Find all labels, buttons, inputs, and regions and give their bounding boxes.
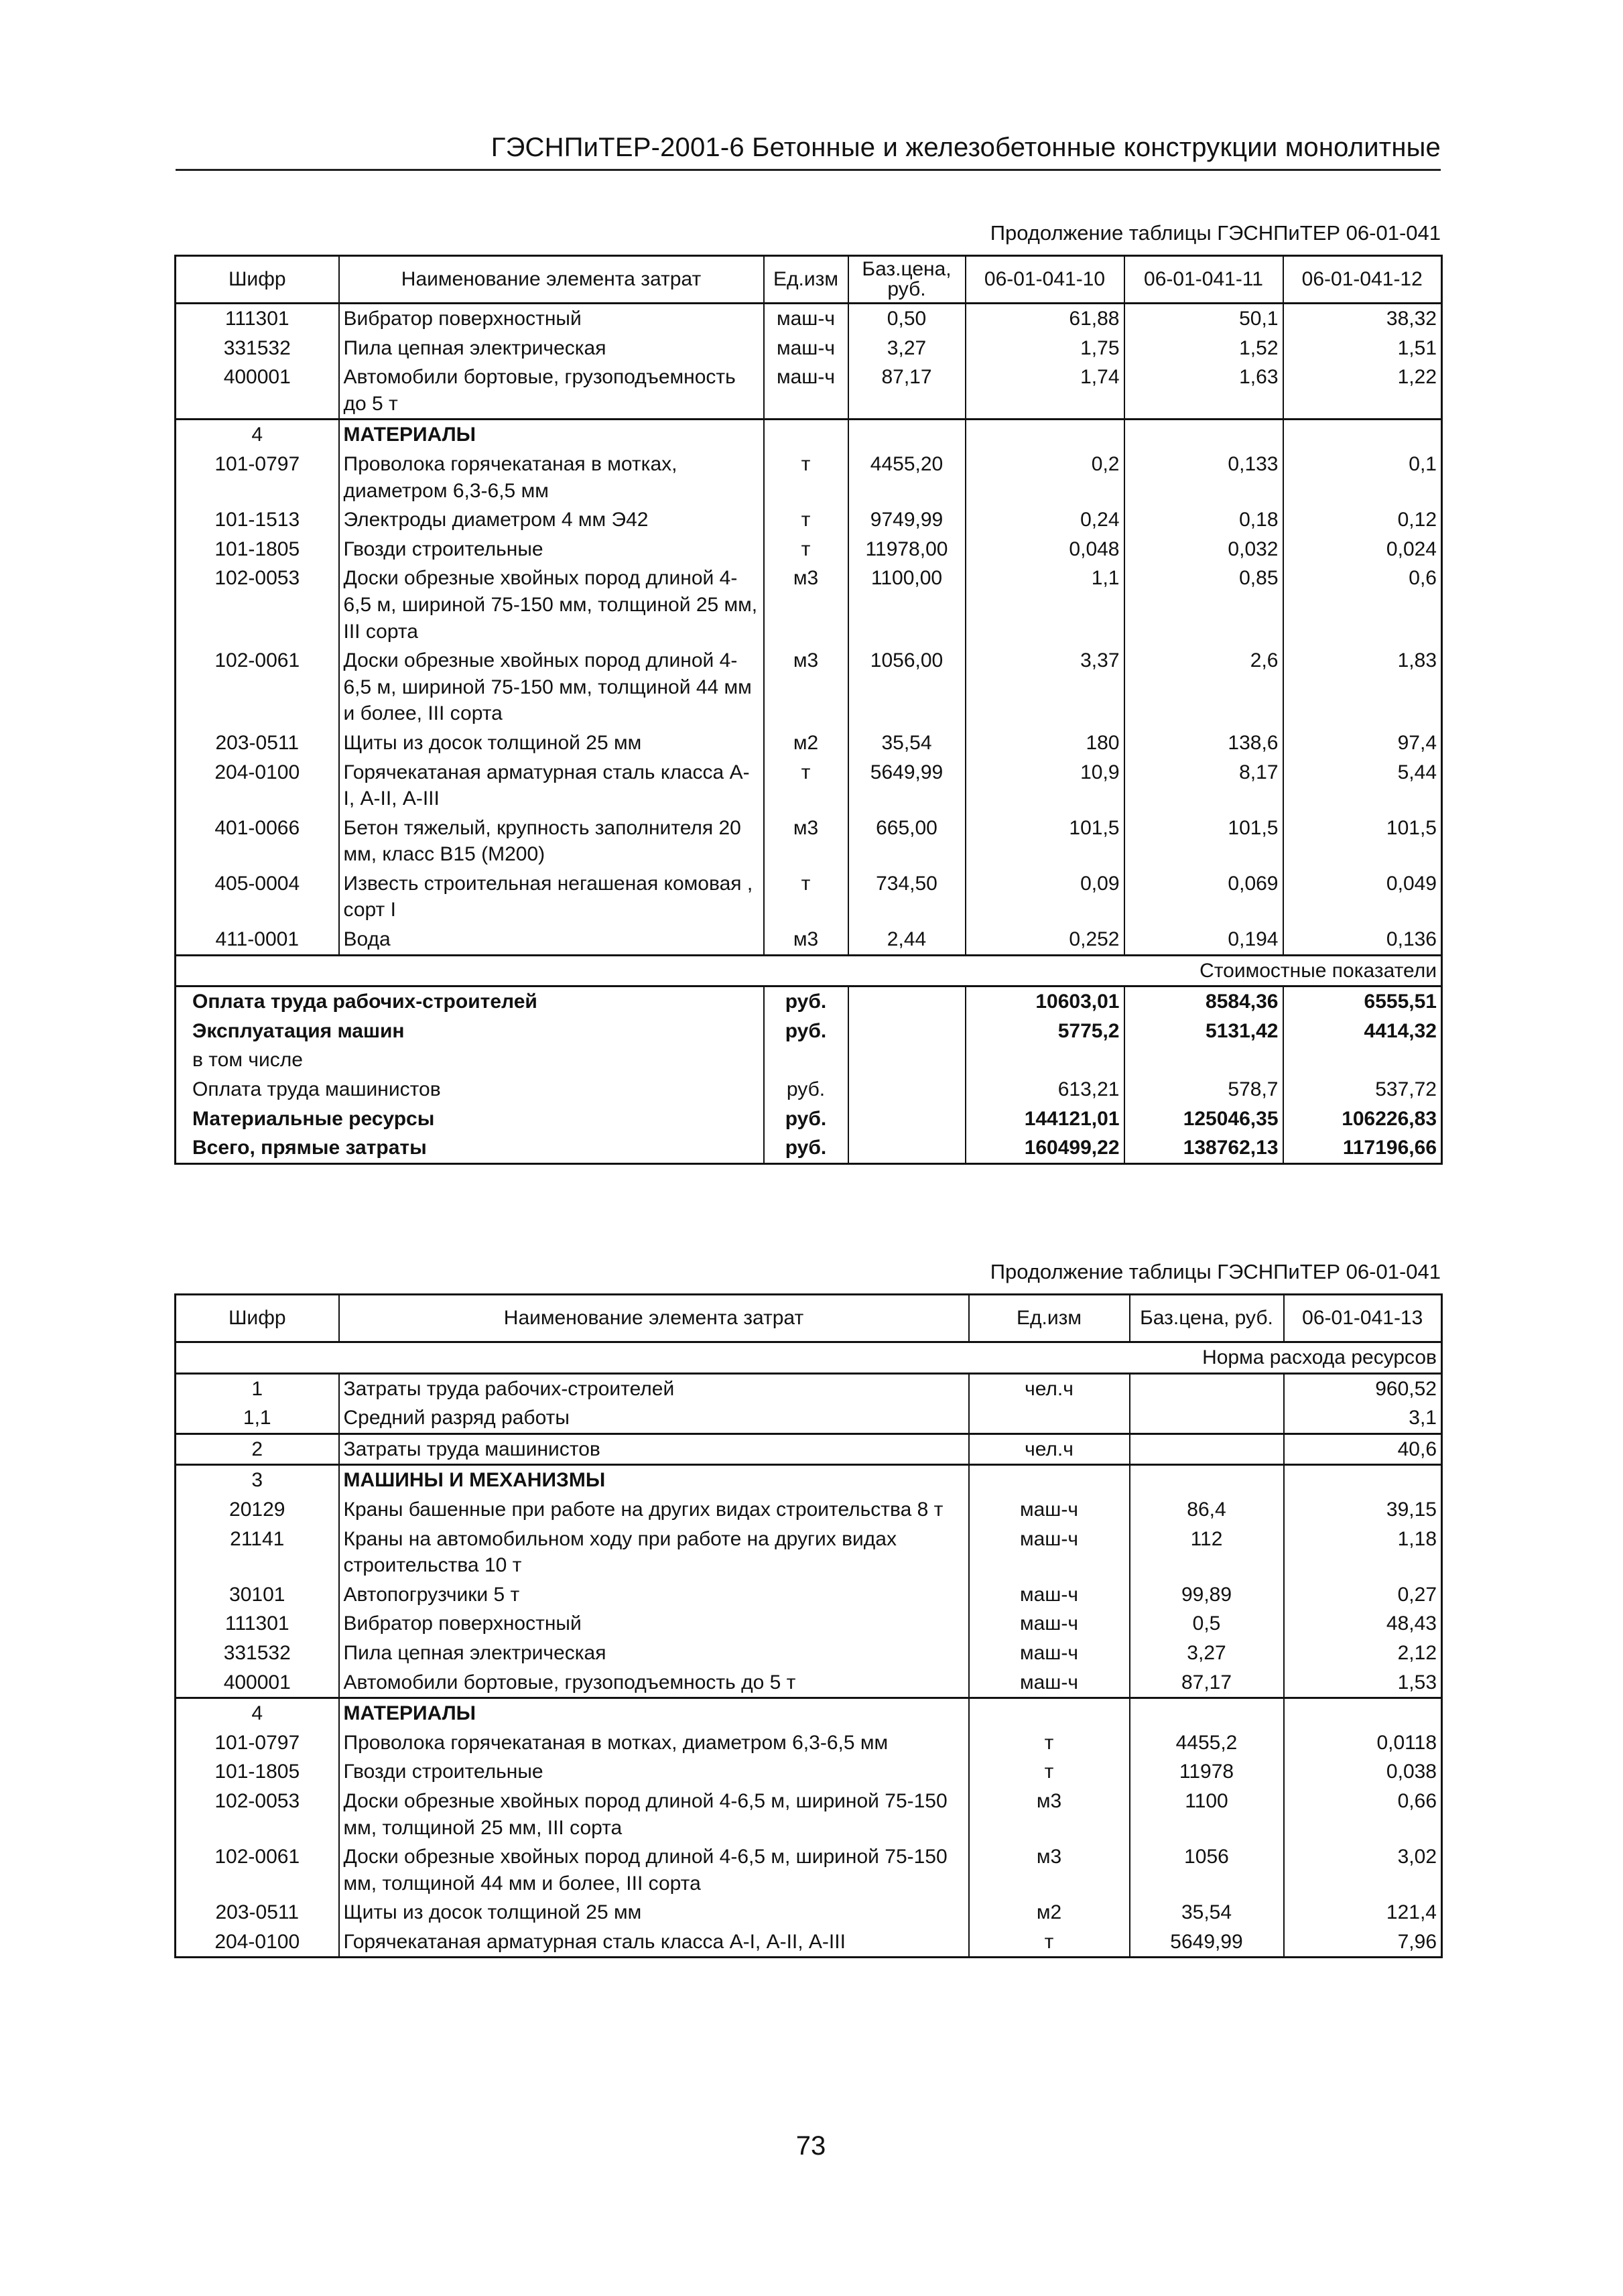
section-title: МАТЕРИАЛЫ <box>339 420 764 450</box>
col-header-name: Наименование элемента затрат <box>339 256 764 304</box>
cell-price: 0,50 <box>848 304 966 334</box>
table-row <box>176 1757 1442 1787</box>
cell-code: 101-0797 <box>176 1728 339 1758</box>
table-row <box>176 1495 1442 1525</box>
col-header-06-01-041-13: 06-01-041-13 <box>1284 1295 1442 1342</box>
cell-code: 101-1805 <box>176 1757 339 1787</box>
header-rule <box>176 169 1441 171</box>
summary-unit: руб. <box>764 986 848 1017</box>
resource-table-2 <box>174 1293 1443 1958</box>
cell-price: 87,17 <box>848 363 966 420</box>
table-row <box>176 1580 1442 1610</box>
summary-unit: руб. <box>764 1075 848 1104</box>
summary-value-12: 117196,66 <box>1283 1133 1442 1163</box>
cell-value-11: 8,17 <box>1124 758 1283 814</box>
cell-code: 102-0061 <box>176 1842 339 1898</box>
table1-caption: Продолжение таблицы ГЭСНПиТЕР 06-01-041 <box>990 221 1441 245</box>
summary-value-10: 10603,01 <box>966 986 1124 1017</box>
cell-unit: м3 <box>764 925 848 955</box>
cell-price: 734,50 <box>848 869 966 925</box>
cell-unit: маш-ч <box>969 1639 1130 1668</box>
cell-unit: маш-ч <box>764 334 848 363</box>
cell-name: Щиты из досок толщиной 25 мм <box>339 728 764 758</box>
summary-value-11: 125046,35 <box>1124 1104 1283 1134</box>
cell-value-11: 101,5 <box>1124 814 1283 869</box>
cell-name: Электроды диаметром 4 мм Э42 <box>339 505 764 535</box>
col-header-unit: Ед.изм <box>764 256 848 304</box>
summary-label: Эксплуатация машин <box>176 1017 764 1046</box>
cell-value-12: 5,44 <box>1283 758 1442 814</box>
col-header-code: Шифр <box>176 256 339 304</box>
cell-code: 21141 <box>176 1525 339 1580</box>
summary-label: Всего, прямые затраты <box>176 1133 764 1163</box>
empty-cell <box>848 986 966 1017</box>
summary-value-12: 106226,83 <box>1283 1104 1442 1134</box>
summary-label: Оплата труда машинистов <box>176 1075 764 1104</box>
cell-code: 102-0053 <box>176 1787 339 1842</box>
cell-value-11: 50,1 <box>1124 304 1283 334</box>
cell-price: 35,54 <box>1130 1898 1284 1927</box>
cell-name: Гвозди строительные <box>339 1757 969 1787</box>
resource-table-1 <box>174 255 1443 1165</box>
cell-unit: т <box>969 1728 1130 1758</box>
cell-price: 35,54 <box>848 728 966 758</box>
cell-unit: м3 <box>969 1787 1130 1842</box>
cell-code: 1 <box>176 1373 339 1403</box>
cell-unit: т <box>764 758 848 814</box>
summary-value-10: 5775,2 <box>966 1017 1124 1046</box>
col-header-06-01-041-10: 06-01-041-10 <box>966 256 1124 304</box>
summary-value-11: 5131,42 <box>1124 1017 1283 1046</box>
cell-value-11: 0,069 <box>1124 869 1283 925</box>
col-header-06-01-041-12: 06-01-041-12 <box>1283 256 1442 304</box>
summary-value-10: 144121,01 <box>966 1104 1124 1134</box>
summary-label: Оплата труда рабочих-строителей <box>176 986 764 1017</box>
summary-value-11: 578,7 <box>1124 1075 1283 1104</box>
cell-value-10: 10,9 <box>966 758 1124 814</box>
cell-code: 101-1513 <box>176 505 339 535</box>
section-row-materials <box>176 420 1442 450</box>
cell-unit: чел.ч <box>969 1373 1130 1403</box>
cell-code: 203-0511 <box>176 728 339 758</box>
cell-value-13: 0,66 <box>1284 1787 1442 1842</box>
cell-value-11: 138,6 <box>1124 728 1283 758</box>
cell-value-12: 38,32 <box>1283 304 1442 334</box>
cell-price: 665,00 <box>848 814 966 869</box>
cell-name: Затраты труда машинистов <box>339 1433 969 1465</box>
table2-caption: Продолжение таблицы ГЭСНПиТЕР 06-01-041 <box>990 1260 1441 1283</box>
cell-value-12: 0,136 <box>1283 925 1442 955</box>
cell-value-13: 3,02 <box>1284 1842 1442 1898</box>
empty-cell <box>1284 1698 1442 1728</box>
table-row <box>176 1787 1442 1842</box>
cell-price: 9749,99 <box>848 505 966 535</box>
cost-indicators-label: Стоимостные показатели <box>176 955 1442 986</box>
cell-code: 204-0100 <box>176 758 339 814</box>
cell-code: 331532 <box>176 1639 339 1668</box>
summary-unit <box>764 1045 848 1075</box>
cell-unit: маш-ч <box>764 363 848 420</box>
cell-value-11: 1,52 <box>1124 334 1283 363</box>
cell-price <box>1130 1433 1284 1465</box>
cell-value-10: 0,252 <box>966 925 1124 955</box>
cell-unit: м3 <box>764 646 848 728</box>
table-row <box>176 814 1442 869</box>
cell-unit <box>969 1403 1130 1433</box>
section-title: МАШИНЫ И МЕХАНИЗМЫ <box>339 1465 969 1495</box>
table-row <box>176 728 1442 758</box>
cell-unit: м3 <box>764 564 848 646</box>
summary-unit: руб. <box>764 1133 848 1163</box>
cell-value-13: 960,52 <box>1284 1373 1442 1403</box>
cell-unit: маш-ч <box>969 1525 1130 1580</box>
summary-value-12 <box>1283 1045 1442 1075</box>
cell-name: Средний разряд работы <box>339 1403 969 1433</box>
table-row <box>176 646 1442 728</box>
empty-cell <box>1124 420 1283 450</box>
cell-name: Автомобили бортовые, грузоподъемность до 5 т <box>339 363 764 420</box>
cell-price: 11978,00 <box>848 535 966 564</box>
empty-cell <box>969 1698 1130 1728</box>
summary-row <box>176 986 1442 1017</box>
cell-name: Вода <box>339 925 764 955</box>
cell-price: 2,44 <box>848 925 966 955</box>
summary-label: в том числе <box>176 1045 764 1075</box>
norm-label: Норма расхода ресурсов <box>176 1342 1442 1374</box>
cell-price: 5649,99 <box>1130 1927 1284 1958</box>
empty-cell <box>764 420 848 450</box>
empty-cell <box>1284 1465 1442 1495</box>
cell-unit: т <box>764 450 848 505</box>
cell-code: 101-0797 <box>176 450 339 505</box>
cell-code: 400001 <box>176 363 339 420</box>
cell-value-13: 121,4 <box>1284 1898 1442 1927</box>
cell-unit: т <box>764 535 848 564</box>
summary-value-12: 6555,51 <box>1283 986 1442 1017</box>
col-header-unit: Ед.изм <box>969 1295 1130 1342</box>
table-row <box>176 1373 1442 1403</box>
cell-code: 405-0004 <box>176 869 339 925</box>
cell-name: Гвозди строительные <box>339 535 764 564</box>
cell-unit: маш-ч <box>969 1668 1130 1698</box>
cell-value-13: 7,96 <box>1284 1927 1442 1958</box>
cell-name: Вибратор поверхностный <box>339 304 764 334</box>
cell-price: 99,89 <box>1130 1580 1284 1610</box>
cell-price: 1056 <box>1130 1842 1284 1898</box>
col-header-price: Баз.цена, руб. <box>848 256 966 304</box>
cell-price: 5649,99 <box>848 758 966 814</box>
table-row <box>176 505 1442 535</box>
cell-value-10: 0,2 <box>966 450 1124 505</box>
table-row <box>176 304 1442 334</box>
cell-code: 102-0061 <box>176 646 339 728</box>
cell-price <box>1130 1373 1284 1403</box>
cell-name: Доски обрезные хвойных пород длиной 4-6,5 м, шириной 75-150 мм, толщиной 44 мм и более, III сорта <box>339 646 764 728</box>
cell-price: 3,27 <box>1130 1639 1284 1668</box>
cell-name: Горячекатаная арматурная сталь класса А-I, А-II, А-III <box>339 758 764 814</box>
cost-indicators-row <box>176 955 1442 986</box>
page-number: 73 <box>795 2131 826 2161</box>
cell-price: 1056,00 <box>848 646 966 728</box>
empty-cell <box>969 1465 1130 1495</box>
cell-value-12: 97,4 <box>1283 728 1442 758</box>
cell-value-11: 0,85 <box>1124 564 1283 646</box>
cell-price: 112 <box>1130 1525 1284 1580</box>
cell-value-12: 101,5 <box>1283 814 1442 869</box>
cell-name: Щиты из досок толщиной 25 мм <box>339 1898 969 1927</box>
cell-value-12: 1,83 <box>1283 646 1442 728</box>
summary-value-10 <box>966 1045 1124 1075</box>
table-row <box>176 564 1442 646</box>
empty-cell <box>848 1075 966 1104</box>
table-row <box>176 1842 1442 1898</box>
cell-value-10: 3,37 <box>966 646 1124 728</box>
cell-name: Затраты труда рабочих-строителей <box>339 1373 969 1403</box>
cell-value-13: 40,6 <box>1284 1433 1442 1465</box>
section-code: 4 <box>176 1698 339 1728</box>
col-header-06-01-041-11: 06-01-041-11 <box>1124 256 1283 304</box>
cell-name: Автомобили бортовые, грузоподъемность до 5 т <box>339 1668 969 1698</box>
table-row <box>176 450 1442 505</box>
cell-value-10: 1,75 <box>966 334 1124 363</box>
cell-price: 86,4 <box>1130 1495 1284 1525</box>
page-header-title: ГЭСНПиТЕР-2001-6 Бетонные и железобетонные конструкции монолитные <box>491 133 1441 162</box>
cell-name: Проволока горячекатаная в мотках, диаметром 6,3-6,5 мм <box>339 1728 969 1758</box>
cell-price: 4455,20 <box>848 450 966 505</box>
summary-value-12: 4414,32 <box>1283 1017 1442 1046</box>
cell-unit: маш-ч <box>764 304 848 334</box>
empty-cell <box>848 1133 966 1163</box>
cell-name: Известь строительная негашеная комовая , сорт I <box>339 869 764 925</box>
summary-unit: руб. <box>764 1104 848 1134</box>
empty-cell <box>848 1045 966 1075</box>
cell-unit: т <box>969 1757 1130 1787</box>
empty-cell <box>1130 1465 1284 1495</box>
cell-code: 20129 <box>176 1495 339 1525</box>
summary-value-10: 160499,22 <box>966 1133 1124 1163</box>
cell-value-10: 0,048 <box>966 535 1124 564</box>
cell-value-12: 0,12 <box>1283 505 1442 535</box>
cell-value-13: 1,18 <box>1284 1525 1442 1580</box>
table-row <box>176 1639 1442 1668</box>
cell-value-11: 0,032 <box>1124 535 1283 564</box>
table-row <box>176 535 1442 564</box>
section-row-machines <box>176 1465 1442 1495</box>
table-row <box>176 925 1442 955</box>
cell-name: Проволока горячекатаная в мотках, диаметром 6,3-6,5 мм <box>339 450 764 505</box>
cell-value-12: 1,22 <box>1283 363 1442 420</box>
table-row <box>176 1927 1442 1958</box>
cell-name: Горячекатаная арматурная сталь класса А-I, А-II, А-III <box>339 1927 969 1958</box>
cell-value-10: 101,5 <box>966 814 1124 869</box>
cell-value-13: 48,43 <box>1284 1609 1442 1639</box>
summary-row <box>176 1045 1442 1075</box>
cell-value-10: 1,74 <box>966 363 1124 420</box>
cell-code: 2 <box>176 1433 339 1465</box>
table2-header-row <box>176 1295 1442 1342</box>
cell-code: 204-0100 <box>176 1927 339 1958</box>
cell-unit: т <box>764 505 848 535</box>
cell-code: 111301 <box>176 304 339 334</box>
section-title: МАТЕРИАЛЫ <box>339 1698 969 1728</box>
cell-unit: т <box>969 1927 1130 1958</box>
cell-name: Краны башенные при работе на других видах строительства 8 т <box>339 1495 969 1525</box>
cell-name: Краны на автомобильном ходу при работе на других видах строительства 10 т <box>339 1525 969 1580</box>
table-row <box>176 1403 1442 1433</box>
empty-cell <box>1130 1698 1284 1728</box>
cell-name: Вибратор поверхностный <box>339 1609 969 1639</box>
norm-label-row <box>176 1342 1442 1374</box>
summary-unit: руб. <box>764 1017 848 1046</box>
cell-price: 87,17 <box>1130 1668 1284 1698</box>
cell-value-11: 0,133 <box>1124 450 1283 505</box>
table-row <box>176 1668 1442 1698</box>
summary-row <box>176 1104 1442 1134</box>
cell-code: 30101 <box>176 1580 339 1610</box>
section-row-materials <box>176 1698 1442 1728</box>
cell-value-10: 0,09 <box>966 869 1124 925</box>
summary-value-11: 138762,13 <box>1124 1133 1283 1163</box>
cell-price: 0,5 <box>1130 1609 1284 1639</box>
summary-row <box>176 1017 1442 1046</box>
cell-unit: м3 <box>764 814 848 869</box>
section-code: 4 <box>176 420 339 450</box>
cell-code: 1,1 <box>176 1403 339 1433</box>
cell-value-10: 0,24 <box>966 505 1124 535</box>
cell-code: 400001 <box>176 1668 339 1698</box>
cell-value-10: 1,1 <box>966 564 1124 646</box>
table-row <box>176 334 1442 363</box>
summary-value-10: 613,21 <box>966 1075 1124 1104</box>
empty-cell <box>848 1017 966 1046</box>
table-row <box>176 1609 1442 1639</box>
col-header-name: Наименование элемента затрат <box>339 1295 969 1342</box>
table-row <box>176 1433 1442 1465</box>
summary-label: Материальные ресурсы <box>176 1104 764 1134</box>
cell-unit: м2 <box>969 1898 1130 1927</box>
col-header-price: Баз.цена, руб. <box>1130 1295 1284 1342</box>
summary-row <box>176 1133 1442 1163</box>
table-row <box>176 1525 1442 1580</box>
table1-header-row <box>176 256 1442 304</box>
table-row <box>176 758 1442 814</box>
cell-price: 11978 <box>1130 1757 1284 1787</box>
cell-value-12: 0,024 <box>1283 535 1442 564</box>
summary-value-12: 537,72 <box>1283 1075 1442 1104</box>
cell-value-13: 1,53 <box>1284 1668 1442 1698</box>
cell-code: 101-1805 <box>176 535 339 564</box>
cell-name: Пила цепная электрическая <box>339 334 764 363</box>
cell-name: Бетон тяжелый, крупность заполнителя 20 мм, класс В15 (М200) <box>339 814 764 869</box>
cell-value-10: 180 <box>966 728 1124 758</box>
summary-value-11: 8584,36 <box>1124 986 1283 1017</box>
table-row <box>176 1898 1442 1927</box>
cell-value-11: 0,18 <box>1124 505 1283 535</box>
cell-value-11: 0,194 <box>1124 925 1283 955</box>
empty-cell <box>848 420 966 450</box>
cell-value-11: 2,6 <box>1124 646 1283 728</box>
cell-code: 331532 <box>176 334 339 363</box>
cell-value-13: 0,038 <box>1284 1757 1442 1787</box>
cell-value-12: 0,049 <box>1283 869 1442 925</box>
cell-price <box>1130 1403 1284 1433</box>
cell-code: 111301 <box>176 1609 339 1639</box>
cell-price: 1100,00 <box>848 564 966 646</box>
cell-unit: т <box>764 869 848 925</box>
empty-cell <box>1283 420 1442 450</box>
cell-value-13: 2,12 <box>1284 1639 1442 1668</box>
cell-name: Пила цепная электрическая <box>339 1639 969 1668</box>
cell-value-13: 0,0118 <box>1284 1728 1442 1758</box>
cell-value-11: 1,63 <box>1124 363 1283 420</box>
cell-unit: маш-ч <box>969 1609 1130 1639</box>
col-header-code: Шифр <box>176 1295 339 1342</box>
cell-name: Доски обрезные хвойных пород длиной 4-6,5 м, шириной 75-150 мм, толщиной 44 мм и более, III сорта <box>339 1842 969 1898</box>
cell-price: 4455,2 <box>1130 1728 1284 1758</box>
cell-value-12: 0,6 <box>1283 564 1442 646</box>
cell-code: 401-0066 <box>176 814 339 869</box>
cell-value-10: 61,88 <box>966 304 1124 334</box>
cell-price: 1100 <box>1130 1787 1284 1842</box>
cell-unit: чел.ч <box>969 1433 1130 1465</box>
empty-cell <box>966 420 1124 450</box>
table-row <box>176 1728 1442 1758</box>
summary-value-11 <box>1124 1045 1283 1075</box>
cell-name: Автопогрузчики 5 т <box>339 1580 969 1610</box>
empty-cell <box>848 1104 966 1134</box>
cell-unit: м2 <box>764 728 848 758</box>
cell-code: 102-0053 <box>176 564 339 646</box>
cell-value-13: 3,1 <box>1284 1403 1442 1433</box>
cell-value-13: 0,27 <box>1284 1580 1442 1610</box>
cell-value-12: 0,1 <box>1283 450 1442 505</box>
summary-row <box>176 1075 1442 1104</box>
cell-value-13: 39,15 <box>1284 1495 1442 1525</box>
table-row <box>176 363 1442 420</box>
cell-unit: маш-ч <box>969 1580 1130 1610</box>
cell-unit: маш-ч <box>969 1495 1130 1525</box>
cell-name: Доски обрезные хвойных пород длиной 4-6,5 м, шириной 75-150 мм, толщиной 25 мм, III сорта <box>339 1787 969 1842</box>
cell-code: 411-0001 <box>176 925 339 955</box>
table-row <box>176 869 1442 925</box>
section-code: 3 <box>176 1465 339 1495</box>
cell-name: Доски обрезные хвойных пород длиной 4-6,5 м, шириной 75-150 мм, толщиной 25 мм, III сорта <box>339 564 764 646</box>
cell-unit: м3 <box>969 1842 1130 1898</box>
cell-price: 3,27 <box>848 334 966 363</box>
cell-value-12: 1,51 <box>1283 334 1442 363</box>
cell-code: 203-0511 <box>176 1898 339 1927</box>
